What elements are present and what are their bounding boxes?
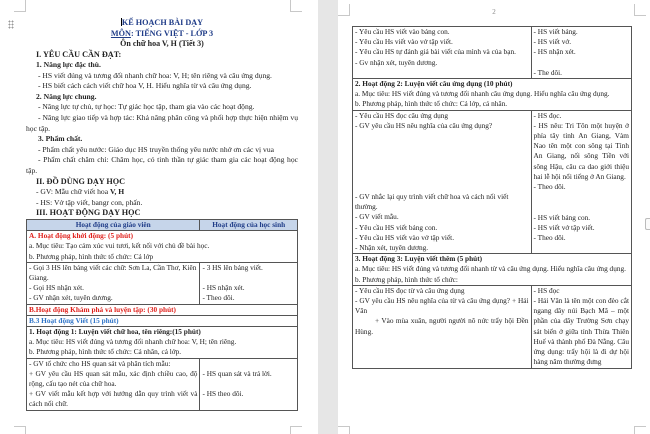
teacher-cell [353,285,532,368]
activities-table[interactable] [26,219,298,411]
section-cell [27,231,298,263]
table-row [353,110,632,254]
spacer [202,359,295,369]
student-cell [200,262,298,304]
margin-corner-mark [290,426,302,434]
teacher-step: - Yêu cầu HS viết vào vở tập viết. [355,232,455,242]
lesson-plan-title: KẾ HOẠCH BÀI DẠY [121,18,204,27]
column-header-teacher: Hoạt động của giáo viên [27,220,200,231]
lesson-subtitle: Ôn chữ hoa V, H (Tiết 3) [120,39,204,48]
student-step: - HS đọc. [533,110,562,120]
table-row [27,262,298,304]
section-heading-requirements: I. YÊU CẦU CẦN ĐẠT: [36,49,122,59]
objective-text: a. Mục tiêu: HS viết đúng và tương đối nhanh từ và câu ứng dụng. Hiểu nghĩa câu ứng dụng. [355,264,626,274]
margin-corner-mark [634,4,646,16]
teacher-cell [27,262,200,304]
teacher-step: - Gọi HS nhận xét. [29,283,84,293]
student-step: - Theo dõi. [533,233,566,243]
spacer [202,379,295,389]
spacer [202,273,295,283]
page-2-content[interactable] [352,26,632,369]
subheading-general-competence: 2. Năng lực chung. [36,91,97,101]
table-row [353,254,632,286]
table-row [353,79,632,111]
subheading-specific-competence: 1. Năng lực đặc thù. [36,60,101,70]
teacher-cell [353,27,532,79]
student-step: - HS viết vở tập viết. [533,222,595,232]
teacher-step: - Gv nhận xét, tuyên dương. [355,57,438,67]
teacher-cell [27,358,200,410]
table-row [27,304,298,315]
table-header-row [27,220,298,231]
student-step: - The dõi. [533,67,562,77]
student-step: - 3 HS lên bảng viết. [202,262,263,272]
teacher-step: - Yêu cầu Hs viết vào vở tập viết. [355,37,453,47]
table-row [27,231,298,263]
method-text: b. Phương pháp, hình thức tổ chức: [355,274,458,284]
side-panel-toggle-button[interactable] [645,218,650,230]
student-cell [200,358,298,410]
teacher-step: - GV yêu cầu HS nêu nghĩa của từ và câu ứng dụng? + Hải Vân [355,296,529,316]
table-row [353,285,632,368]
section-title-writing: B.3 Hoạt động Viết (15 phút) [27,315,298,326]
paragraph: - Năng lực giao tiếp và hợp tác: Khả năng phân công và phối hợp thực hiện nhiệm vụ học tập. [26,113,298,133]
teacher-step: - GV nhận xét, tuyên dương. [29,293,113,303]
section-heading-activities: III. HOẠT ĐỘNG DẠY HỌC [36,208,141,218]
table-row [353,27,632,79]
method-text: b. Phương pháp, hình thức tổ chức: Cả lớp [29,251,154,261]
method-text: b. Phương pháp, hình thức tổ chức: Cá nhân, cả lớp. [29,347,182,357]
table-move-handle-icon[interactable] [8,20,14,29]
teacher-step: + GV viết mẫu kết hợp với hướng dẫn quy trình viết và cách nối chữ. [29,389,198,409]
activity-title: 1. Hoạt động 1: Luyện viết chữ hoa, tên riêng:(15 phút) [29,327,201,337]
section-title-warmup: A. Hoạt động khởi động: (5 phút) [29,231,133,241]
page-gap [318,0,338,434]
student-step: - HS viết vở. [533,37,572,47]
student-step: - HS quan sát và trả lời. [202,368,272,378]
page-1-content[interactable] [26,18,298,411]
table-row [27,327,298,359]
activity-title: 2. Hoạt động 2: Luyện viết câu ứng dụng (10 phút) [355,79,513,88]
margin-corner-mark [290,0,302,12]
method-text: b. Phương pháp, hình thức tổ chức: Cả lớp, cá nhân. [355,99,508,109]
activity-title: 3. Hoạt động 3: Luyện viết thêm (5 phút) [355,254,483,264]
spacer [355,131,529,192]
paragraph: - Năng lực tự chủ, tự học: Tự giác học tập, tham gia vào các hoạt động. [38,102,255,112]
teacher-step: - GV nhắc lại quy trình viết chữ hoa và cách nối viết thường. [355,192,509,212]
teacher-step: - Gọi 3 HS lên bảng viết các chữ: Sơn La, Cần Thơ, Kiên Giang. [29,262,197,283]
activity-cell [353,254,632,286]
student-step: - Theo dõi. [533,182,566,192]
student-step: - HS đọc [533,285,560,295]
student-step: - Hải Vân là tên một con đèo cắt ngang dãy núi Bạch Mã – một phần của dãy Trường Sơn chạy sát biển ở giữa tỉnh Thừa Thiên Huế và thành phố Đà Nẵng. Câu ứng dụng: trẩy hội là đi dự hội hàng năm thường đưng [533,296,629,367]
paragraph: - GV: Mẫu chữ viết hoa V, H [36,187,125,197]
student-cell [531,110,631,254]
teacher-step: - GV viết mẫu. [355,212,399,222]
table-row [27,315,298,326]
page-number: 2 [492,8,496,16]
activity-cell [353,79,632,111]
objective-text: a. Mục tiêu: HS viết đúng và tương đối nhanh chữ hoa: V, H; tên riêng. [29,337,237,347]
student-cell [531,27,631,79]
student-step: - HS nêu: Tri Tôn một huyện ở phía tây tỉnh An Giang, Vàm Nao tên một con sông tại Tỉnh An Giang, nối sông Tiền với sông Hậu, câu ca dao giới thiệu hai lễ hội nổi tiếng ở An Giang. [533,120,629,181]
margin-corner-mark [338,426,350,434]
section-title-explore: B.Hoạt động Khám phá và luyện tập: (30 phút) [27,304,298,315]
teacher-step: - Yêu cầu HS đọc câu ứng dụng [355,110,449,120]
document-page-2 [338,0,650,434]
table-row [27,358,298,410]
student-step: - HS viết bảng. [533,27,578,36]
student-step: - HS viết bảng con. [533,212,591,222]
section-heading-materials: II. ĐỒ DÙNG DẠY HỌC [36,176,126,186]
teacher-step: - Yêu cầu HS tự đánh giá bài viết của mình và của bạn. [355,47,516,57]
objective-text: a. Mục tiêu: Tạo cảm xúc vui tươi, kết nối với chủ đề bài học. [29,241,210,251]
margin-corner-mark [338,4,350,16]
teacher-step: - GV tổ chức cho HS quan sát và phân tích mẫu: [29,358,171,368]
student-cell [531,285,631,368]
column-header-student: Hoạt động của học sinh [200,220,298,231]
margin-corner-mark [14,0,26,12]
margin-corner-mark [14,426,26,434]
paragraph: - HS viết đúng và tương đối nhanh chữ hoa: V, H; tên riêng và câu ứng dụng. [38,70,272,80]
student-step: - Theo dõi. [202,293,235,303]
paragraph: - HS: Vở tập viết, bangr con, phấn. [36,197,143,207]
subheading-qualities: 3. Phẩm chất. [38,134,83,144]
student-step: - HS theo dõi. [202,389,244,399]
student-step: - HS nhận xét. [533,47,576,57]
activities-table-continued[interactable] [352,26,632,369]
teacher-step: + GV yêu cầu HS quan sát mẫu, xác định chiều cao, độ rộng, cấu tạo nét của chữ hoa. [29,368,198,389]
paragraph: - Phẩm chất chăm chỉ: Chăm học, có tinh thần tự giác tham gia các hoạt động học tập. [26,155,298,176]
paragraph: - Phẩm chất yêu nước: Giáo dục HS truyền thống yêu nước nhớ ơn các vị vua [38,144,275,154]
margin-corner-mark [634,426,646,434]
spacer [534,58,629,68]
spacer [534,192,629,212]
teacher-step: - Yêu cầu HS đọc từ và câu ứng dụng [355,285,465,295]
paragraph: - HS biết cách cách viết chữ hoa V, H. Hiểu nghĩa từ và câu ứng dụng. [38,81,252,91]
teacher-cell [353,110,532,254]
teacher-step: - Nhận xét, tuyên dương. [355,243,429,253]
document-page-1 [0,0,318,434]
student-step: - HS nhận xét. [202,283,245,293]
objective-text: a. Mục tiêu: HS viết đúng và tương đối nhanh câu ứng dụng. Hiểu nghĩa câu ứng dụng. [355,89,610,99]
teacher-step: - Yêu cầu HS viết vào bảng con. [355,27,450,36]
teacher-step: - GV yêu cầu HS nêu nghĩa của câu ứng dụng? [355,120,493,130]
teacher-step: - Yêu cầu HS viết bảng con. [355,222,438,232]
subject-title: MÔN: TIẾNG VIỆT - LỚP 3 [110,28,214,38]
activity-cell [27,327,298,359]
teacher-step: + Vào mùa xuân, người người nô nức trẩy hội Đền Hùng. [355,316,529,336]
